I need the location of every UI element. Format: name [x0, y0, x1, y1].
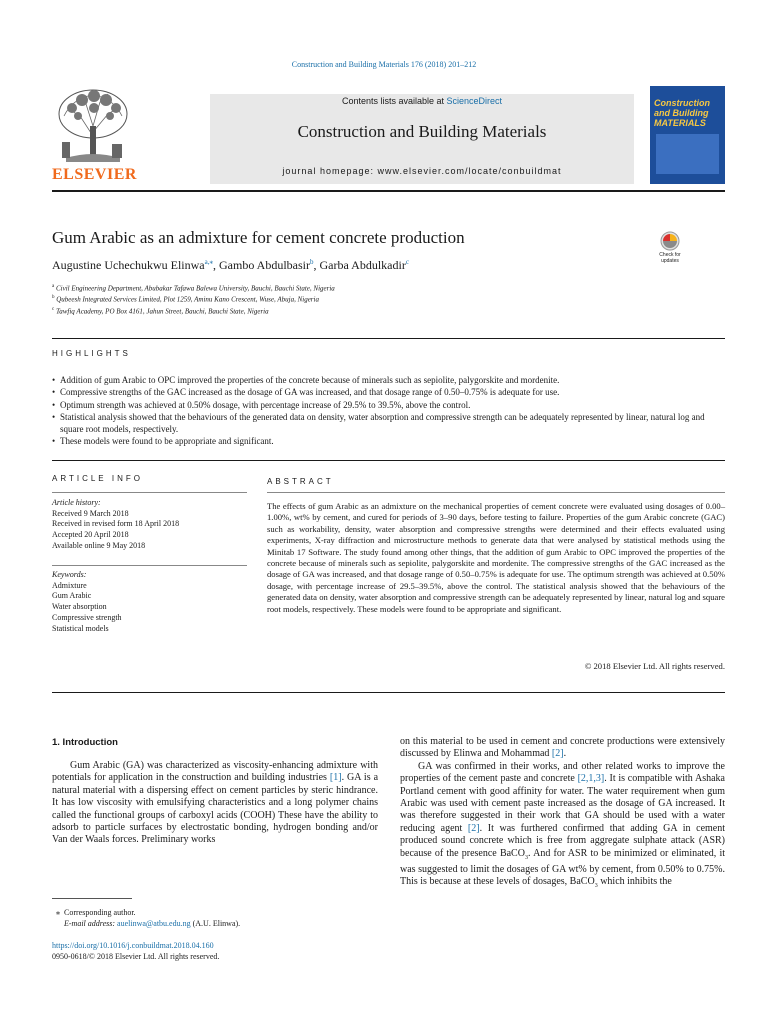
- paragraph-text: Gum Arabic (GA) was characterized as viscosity-enhancing admixture with potentials for application in the construction and building industries: [52, 760, 378, 784]
- history-item: Received 9 March 2018: [52, 508, 129, 518]
- author-separator: ,: [213, 258, 219, 272]
- affiliation-marker: a: [52, 284, 55, 289]
- check-updates-icon: [650, 230, 690, 252]
- contents-prefix: Contents lists available at: [341, 96, 447, 106]
- keyword-item: Admixture: [52, 580, 87, 590]
- section-heading-introduction: 1. Introduction: [52, 737, 118, 748]
- email-suffix: (A.U. Elinwa).: [190, 919, 241, 928]
- highlight-item: • Optimum strength was achieved at 0.50% dosage, with percentage increase of 29.5% to 39.5%, above the control.: [52, 399, 725, 411]
- elsevier-logo: [52, 86, 137, 184]
- affiliation-text: Civil Engineering Department, Abubakar Tafawa Balewa University, Bauchi, Bauchi State, Nigeria: [55, 284, 335, 293]
- journal-title: Construction and Building Materials: [297, 122, 547, 141]
- sciencedirect-link[interactable]: ScienceDirect: [446, 96, 503, 106]
- highlight-item: • Compressive strengths of the GAC increased as the dosage of GA was increased, and that dosage range of 0.50–0.75% is adequate for use.: [52, 386, 725, 398]
- email-note: [52, 918, 240, 929]
- keyword-item: Compressive strength: [52, 612, 122, 622]
- affiliation-marker: c: [52, 306, 55, 312]
- abstract-rule: [267, 492, 725, 493]
- highlights-rule: [52, 338, 725, 339]
- footnote-rule: [52, 898, 132, 899]
- contents-line: [210, 96, 634, 106]
- tree-icon: [52, 86, 134, 166]
- author-affiliation-marker[interactable]: b: [310, 258, 314, 266]
- history-item: Received in revised form 18 April 2018: [52, 519, 180, 529]
- corresponding-author-label: Corresponding author.: [64, 908, 136, 917]
- author-list: [52, 258, 409, 273]
- check-for-updates-badge[interactable]: [650, 230, 690, 268]
- highlight-item: • Addition of gum Arabic to OPC improved the properties of the concrete because of minerals such as sepiolite, palygorskite and mordenite.: [52, 374, 725, 386]
- intro-paragraph: [400, 761, 725, 893]
- author-separator: ,: [313, 258, 320, 272]
- publisher-name: ELSEVIER: [52, 166, 137, 183]
- affiliation-line: [52, 305, 335, 316]
- history-item: Available online 9 May 2018: [52, 540, 146, 550]
- paragraph-text: GA was confirmed in their works, and other related works to improve the properties of the cement paste and concrete: [400, 760, 725, 785]
- highlights-list: [52, 374, 725, 448]
- paragraph-text: . It is compatible with Ashaka Portland cement with good affinity for water. The water requirement when gum Arabic was used with cement paste increased as the dosage of GA increased. It was therefore suggested in their work that GA should be used with a water reducing agent: [400, 773, 725, 834]
- journal-citation[interactable]: Construction and Building Materials 176 (2018) 201–212: [291, 60, 477, 69]
- article-info-heading: ARTICLE INFO: [52, 474, 143, 483]
- homepage-line: [210, 166, 634, 176]
- reference-link[interactable]: [1]: [329, 772, 342, 784]
- keywords-rule: [52, 565, 247, 566]
- section-rule: [52, 460, 725, 461]
- paragraph-text: . It was furthered confirmed that adding GA in cement produced sound concrete which is free from aggregate sulphate attack (ASR) because of the presence BaCO: [400, 822, 725, 859]
- author-name: Garba Abdulkadir: [319, 258, 406, 272]
- intro-paragraph: [400, 736, 725, 761]
- header-rule: [52, 190, 725, 192]
- history-label: Article history:: [52, 498, 101, 507]
- cover-title: Construction and Building MATERIALS: [654, 98, 710, 128]
- highlights-heading: HIGHLIGHTS: [52, 349, 131, 358]
- keyword-item: Water absorption: [52, 602, 107, 612]
- chemical-subscript: 3: [594, 883, 598, 890]
- author-affiliation-marker[interactable]: a,⁎: [204, 258, 213, 266]
- keywords: [52, 570, 247, 634]
- abstract-heading: ABSTRACT: [267, 477, 334, 486]
- reference-link[interactable]: [2,1,3]: [577, 773, 605, 785]
- author-name: Augustine Uchechukwu Elinwa: [52, 258, 205, 272]
- paragraph-text: on this material to be used in cement and concrete productions were extensively discussed by Elinwa and Mohammad: [400, 736, 725, 760]
- article-title: Gum Arabic as an admixture for cement concrete production: [52, 228, 465, 247]
- affiliation-line: [52, 282, 335, 293]
- highlight-item: • These models were found to be appropriate and significant.: [52, 435, 725, 447]
- journal-cover-image: [650, 86, 725, 184]
- author-name: Gambo Abdulbasir: [219, 258, 310, 272]
- footnote-mark: ⁎: [56, 908, 60, 917]
- affiliation-line: [52, 293, 335, 304]
- homepage-url[interactable]: www.elsevier.com/locate/conbuildmat: [377, 166, 562, 176]
- paragraph-text: which inhibits the: [597, 876, 672, 888]
- keyword-item: Statistical models: [52, 623, 109, 633]
- reference-link[interactable]: [2]: [467, 822, 480, 834]
- email-link[interactable]: auelinwa@atbu.edu.ng: [117, 919, 191, 928]
- journal-masthead: [210, 94, 634, 184]
- cover-art: [656, 134, 719, 174]
- page-footer: [52, 940, 219, 962]
- corresponding-author-note: [52, 907, 240, 918]
- paragraph-text: . And for ASR to be minimized or eliminated, it was suggested to limit the dosages of GA wt% by cement, from 0.50% to 0.75%. This is because at these levels of dosages, BaCO: [400, 847, 726, 888]
- email-label: E-mail address:: [64, 919, 118, 928]
- abstract-copyright: © 2018 Elsevier Ltd. All rights reserved.: [584, 661, 725, 671]
- affiliation-marker: b: [52, 295, 55, 301]
- history-item: Accepted 20 April 2018: [52, 530, 129, 540]
- affiliation-text: Qubeesh Integrated Services Limited, Plot 1259, Aminu Kano Crescent, Wuse, Abuja, Nigeria: [56, 295, 319, 304]
- article-info-rule: [52, 492, 247, 493]
- highlight-item: • Statistical analysis showed that the behaviours of the generated data on density, water absorption and compressive strength can be adequately represented by linear, natural log and square root models, respectively.: [52, 411, 725, 436]
- affiliation-text: Tawfiq Academy, PO Box 4161, Jahun Street, Bauchi, Bauchi State, Nigeria: [55, 306, 269, 315]
- check-updates-label: Check for updates: [659, 252, 681, 264]
- author-affiliation-marker[interactable]: c: [405, 258, 409, 266]
- reference-link[interactable]: [2]: [551, 748, 564, 760]
- doi-link[interactable]: https://doi.org/10.1016/j.conbuildmat.2018.04.160: [52, 941, 214, 950]
- homepage-prefix: journal homepage:: [282, 166, 378, 176]
- keyword-item: Gum Arabic: [52, 591, 92, 601]
- article-history: [52, 498, 247, 552]
- chemical-subscript: 3: [524, 854, 528, 861]
- paragraph-text: .: [563, 748, 567, 760]
- issn-line: 0950-0618/© 2018 Elsevier Ltd. All rights reserved.: [52, 952, 220, 961]
- abstract-text: The effects of gum Arabic as an admixture on the mechanical properties of cement concrete were evaluated using dosages of 0.00–1.00%, wt% by cement, and cured for periods of 3–90 days, before testing to failure. Properties of the gum Arabic concrete (GAC) such as workability, density, water absorption and compressive strengths were determined and their effects evaluated using experiments, X-ray diffraction and microstructure methods to generate data that were analysed by statistical methods using the Minitab 17 Software. The study found among other things, that the addition of gum Arabic to OPC improved the properties of the concrete because of minerals such as sepiolite, palygorskite and mordenite. The compressive strengths of the GAC increased as the dosage of GA was increased, and that dosage range of 0.50–0.75% is adequate for use. The optimum strength was achieved at 0.50% dosage, with percentage increase of 29.5–39.5%, above the control. The statistical analysis showed that the behaviours of the generated data on density, water absorption and compressive strength can be adequately represented by linear, natural log and square root models, respectively. These models were found to be appropriate and significant.: [267, 501, 725, 614]
- affiliations: [52, 282, 335, 316]
- right-column-text: [400, 736, 725, 893]
- intro-paragraph: [52, 760, 378, 847]
- keywords-label: Keywords:: [52, 570, 87, 579]
- paragraph-text: . GA is a natural material with a dispersing effect on cement particles by steric hindrance. It has low viscosity with emulsifying characteristics and a long polymer chains called the functional groups of carboxyl acids (COOH) These have the ability to adsorb to particle surfaces by electrostatic bonding, hydrogen bonding and/or Van der Waals forces. Preliminary works: [52, 772, 379, 846]
- footnote: [52, 907, 240, 929]
- front-matter-rule: [52, 692, 725, 693]
